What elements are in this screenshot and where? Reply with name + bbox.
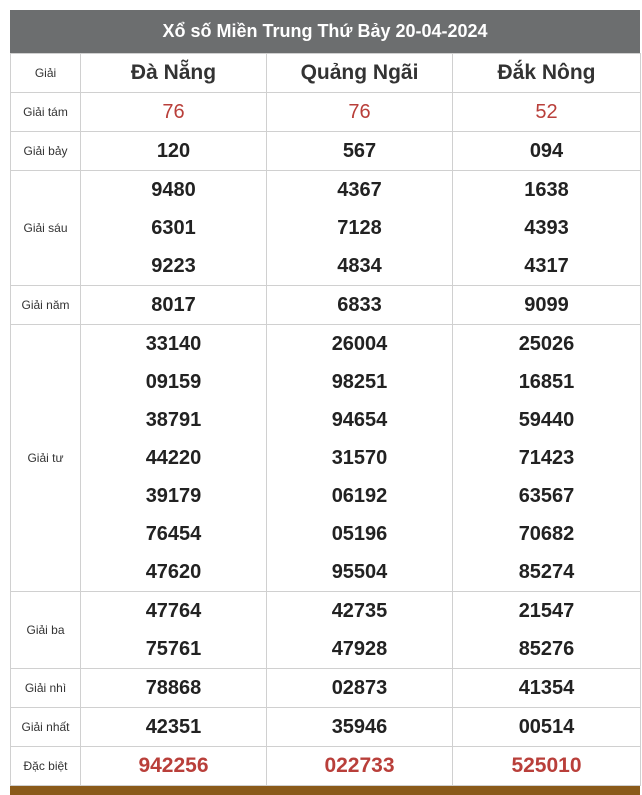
winning-number: 76454 <box>145 523 202 545</box>
winning-number: 71423 <box>518 447 575 469</box>
winning-number: 09159 <box>145 371 202 393</box>
prize-cell <box>267 93 453 132</box>
winning-number: 21547 <box>518 600 575 622</box>
prize-row <box>11 747 641 786</box>
prize-label: Giải nhì <box>11 669 81 708</box>
footer-bar <box>10 786 640 795</box>
winning-number: 75761 <box>145 638 202 660</box>
winning-number: 76 <box>162 101 185 123</box>
winning-number: 39179 <box>145 485 202 507</box>
prize-row <box>11 171 641 286</box>
prize-label: Giải bảy <box>11 132 81 171</box>
winning-number: 06192 <box>331 485 388 507</box>
winning-number: 525010 <box>511 754 582 777</box>
winning-number: 78868 <box>145 677 202 699</box>
prize-label: Giải tư <box>11 325 81 592</box>
prize-cell <box>453 93 641 132</box>
prize-row <box>11 286 641 325</box>
prize-cell <box>81 132 267 171</box>
prize-row <box>11 592 641 669</box>
winning-number: 95504 <box>331 561 388 583</box>
winning-number: 022733 <box>324 754 395 777</box>
winning-number: 4834 <box>337 255 382 277</box>
winning-number: 47928 <box>331 638 388 660</box>
winning-number: 02873 <box>331 677 388 699</box>
winning-number: 42351 <box>145 716 202 738</box>
province-header: Đắk Nông <box>453 54 641 93</box>
winning-number: 44220 <box>145 447 202 469</box>
winning-number: 63567 <box>518 485 575 507</box>
prize-cell <box>453 132 641 171</box>
winning-number: 76 <box>348 101 371 123</box>
winning-number: 1638 <box>524 179 569 201</box>
prize-cell <box>267 286 453 325</box>
prize-cell <box>81 708 267 747</box>
winning-number: 16851 <box>518 371 575 393</box>
prize-label: Giải sáu <box>11 171 81 286</box>
prize-cell <box>81 286 267 325</box>
winning-number: 942256 <box>138 754 209 777</box>
page-title: Xổ số Miền Trung Thứ Bảy 20-04-2024 <box>10 10 640 53</box>
prize-label: Giải tám <box>11 93 81 132</box>
winning-number: 4393 <box>524 217 569 239</box>
prize-cell <box>81 669 267 708</box>
prize-label: Đặc biệt <box>11 747 81 786</box>
header-row <box>11 54 641 93</box>
winning-number: 47764 <box>145 600 202 622</box>
prize-cell <box>81 171 267 286</box>
winning-number: 6301 <box>151 217 196 239</box>
province-header: Quảng Ngãi <box>267 54 453 93</box>
prize-row <box>11 708 641 747</box>
prize-cell <box>81 592 267 669</box>
winning-number: 7128 <box>337 217 382 239</box>
winning-number: 9223 <box>151 255 196 277</box>
prize-label: Giải nhất <box>11 708 81 747</box>
prize-row <box>11 325 641 592</box>
winning-number: 25026 <box>518 333 575 355</box>
prize-cell <box>453 747 641 786</box>
winning-number: 120 <box>156 140 191 162</box>
prize-cell <box>453 171 641 286</box>
prize-row <box>11 669 641 708</box>
winning-number: 6833 <box>337 294 382 316</box>
winning-number: 567 <box>342 140 377 162</box>
prize-column-header: Giải <box>11 54 81 93</box>
prize-cell <box>267 171 453 286</box>
winning-number: 094 <box>529 140 564 162</box>
winning-number: 9480 <box>151 179 196 201</box>
winning-number: 8017 <box>151 294 196 316</box>
prize-label: Giải năm <box>11 286 81 325</box>
prize-row <box>11 93 641 132</box>
prize-cell <box>267 325 453 592</box>
prize-cell <box>453 325 641 592</box>
winning-number: 85276 <box>518 638 575 660</box>
winning-number: 9099 <box>524 294 569 316</box>
winning-number: 94654 <box>331 409 388 431</box>
prize-cell <box>267 132 453 171</box>
winning-number: 31570 <box>331 447 388 469</box>
prize-cell <box>453 669 641 708</box>
winning-number: 05196 <box>331 523 388 545</box>
prize-cell <box>453 708 641 747</box>
winning-number: 59440 <box>518 409 575 431</box>
winning-number: 4367 <box>337 179 382 201</box>
winning-number: 26004 <box>331 333 388 355</box>
prize-cell <box>267 669 453 708</box>
winning-number: 52 <box>535 101 558 123</box>
prize-cell <box>81 747 267 786</box>
prize-cell <box>81 93 267 132</box>
winning-number: 70682 <box>518 523 575 545</box>
winning-number: 98251 <box>331 371 388 393</box>
prize-cell <box>267 747 453 786</box>
prize-label: Giải ba <box>11 592 81 669</box>
results-table <box>10 53 641 786</box>
winning-number: 85274 <box>518 561 575 583</box>
province-header: Đà Nẵng <box>81 54 267 93</box>
winning-number: 00514 <box>518 716 575 738</box>
winning-number: 35946 <box>331 716 388 738</box>
winning-number: 33140 <box>145 333 202 355</box>
winning-number: 42735 <box>331 600 388 622</box>
winning-number: 38791 <box>145 409 202 431</box>
winning-number: 47620 <box>145 561 202 583</box>
winning-number: 41354 <box>518 677 575 699</box>
prize-cell <box>81 325 267 592</box>
prize-row <box>11 132 641 171</box>
prize-cell <box>453 286 641 325</box>
prize-cell <box>267 592 453 669</box>
winning-number: 4317 <box>524 255 569 277</box>
prize-cell <box>267 708 453 747</box>
results-container <box>10 10 640 786</box>
prize-cell <box>453 592 641 669</box>
